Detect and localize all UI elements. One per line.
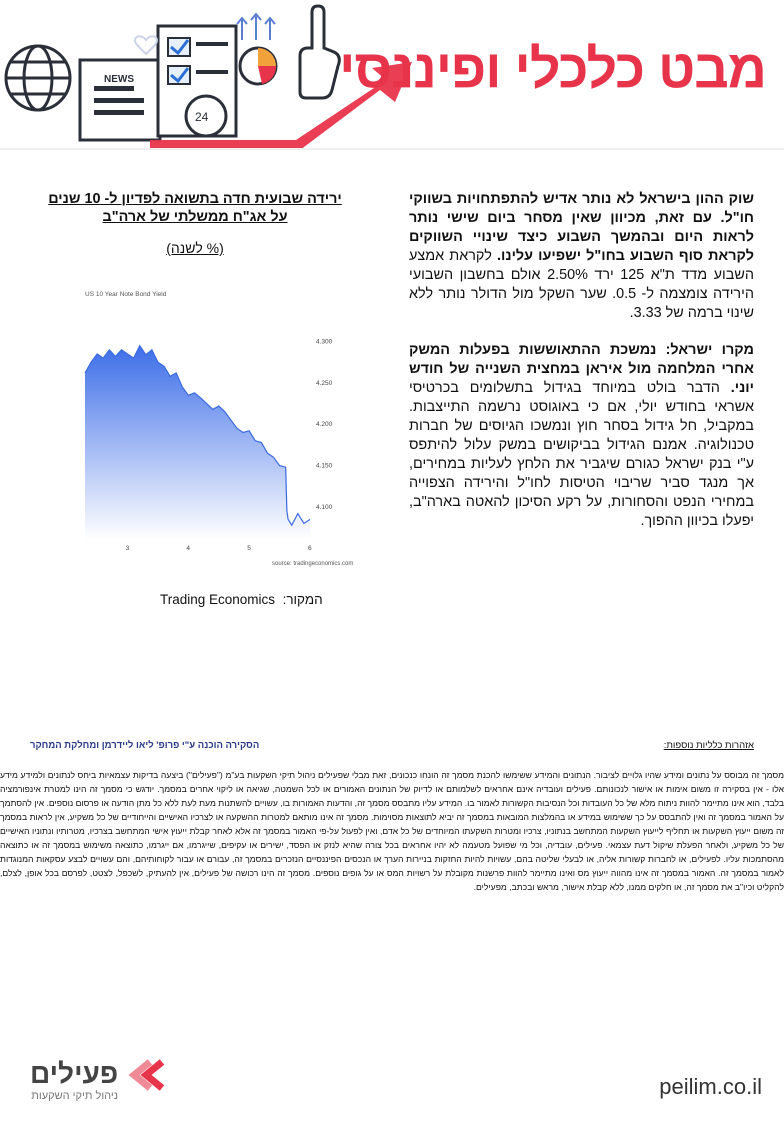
article-p2-lead: מקרו ישראל: נמשכת ההתאוששות בפעלות המשק אחרי המלחמה מול איראן במחצית השנייה של חודש יוני. xyxy=(409,342,754,396)
globe-icon xyxy=(6,46,70,110)
bond-yield-chart xyxy=(60,280,370,770)
clock-text: 24 xyxy=(195,110,209,124)
news-tag: NEWS xyxy=(104,74,134,85)
chart-source xyxy=(160,592,323,607)
source-name: Trading Economics xyxy=(160,592,276,607)
chart-heading: ירידה שבועית חדה בתשואה לפדיון ל- 10 שנים על אג"ח ממשלתי של ארה"ב xyxy=(48,191,342,225)
source-label: המקור: xyxy=(282,592,323,607)
website-url: peilim.co.il xyxy=(659,1074,762,1099)
brand-chevrons-icon xyxy=(126,1058,170,1092)
report-title: מבט כלכלי ופיננסי xyxy=(339,39,766,99)
y-tick-label: 4.150 xyxy=(316,462,333,470)
brand-block xyxy=(30,1058,118,1102)
brand-tagline: ניהול תיקי השקעות xyxy=(31,1090,119,1102)
y-tick-label: 4.200 xyxy=(316,421,333,429)
x-tick-label: 4 xyxy=(186,545,191,552)
article-paragraph-1 xyxy=(409,190,754,323)
article-column xyxy=(409,190,754,549)
growth-arrows-icon xyxy=(237,14,275,40)
heart-icon xyxy=(135,36,157,54)
x-tick-label: 3 xyxy=(125,545,130,552)
brand-name: פעילים xyxy=(30,1058,119,1089)
chart-source-note: source: tradingeconomics.com xyxy=(272,561,354,567)
article-p1-body: לקראת אמצע השבוע מדד ת"א 125 ירד 2.50% אולם בחשבון השבועי הירידה צומצמה ל- 0.5. שער השקל מול הדולר נותר ללא שינוי ברמה של 3.33. xyxy=(409,248,754,321)
yield-area xyxy=(85,346,310,540)
article-p2-body: הדבר בולט במיוחד בגידול בתשלומים בכרטיסי אשראי בחודש יולי, אם כי באוגוסט נרשמה התייצבות. במקביל, חל גידול בסחר חוץ ונמשכו הגיוסים של חברות טכנולוגיה. אמנם הגידול בביקושים במשק עלול להיתפס ע"י בנק ישראל כגורם שיגביר את הלחץ לעליות במחירים, אך מנגד סביר שריבוי הטיסות לחו"ל והירידה הצפוייה במחירי הנפט והסחורות, על רקע הסיכון להאטה בארה"ב, יפעלו בכיוון ההפוך. xyxy=(409,380,754,529)
prepared-by-row xyxy=(30,740,754,756)
y-tick-label: 4.300 xyxy=(316,338,333,346)
chart-unit: (% לשנה) xyxy=(166,240,224,256)
article-paragraph-2 xyxy=(409,341,754,531)
hand-gesture-icon xyxy=(300,6,339,98)
prepared-by: הסקירה הוכנה ע"י פרופ' ליאו ליידרמן ומחלקת המחקר xyxy=(30,740,260,751)
legal-disclaimer: מסמך זה מבוסס על נתונים ומידע שהיו גלויים לציבור. הנתונים והמידע ששימשו להכנת מסמך זה הונחו כנכונים, זאת מבלי שפעילים ניהול תיקי השקעות בע"מ ("פעילים") ביצעה בדיקות עצמאיות ביחס לנתונים ולמידע מידע אלו - אין בסקירה זו משום אימות או אישור לנכונותם. פעילים ועובדיה אינם אחראים לשלמותם או לדיוק של הנתונים האמורים או לכל השמטה, שגיאה או ליקוי אחרים במסמך. יודגש כי מסמך זה הינו למטרת אינפורמציה בלבד, הוא אינו מתיימר להוות ניתוח מלא של כל העובדות וכל הנסיבות הקשורות לאמור בו. המידע עליו מתבסס מסמך זה, והדעות האמורות בו, עשויים להשתנות מעת לעת ללא כל מתן הודעה או פרסום נוספים. אין להסתמך על האמור במסמך זה ואין להתבסס על כך ששימוש במידע או בהמלצות המובאות במסמך זה יביא לתוצאות מסוימות. מסמך זה אינו מותאם למטרות ההשקעה או לצרכיו האישיים והייחודיים של כל משקיע, אין לראות במסמך זה משום ייעוץ השקעות או תחליף לייעוץ השקעות המתחשב בנתוניו, צרכיו ומטרות השקעתו המיוחדים של כל אדם, ואין לפעול על-פי האמור במסמך זה אלא לאחר קבלת ייעוץ אישי המתחשב בצרכיו, מטרותיו ונתוניו האישיים של כל משקיע, ולאחר הפעלת שיקול דעת עצמאי. פעילים, עובדיה, וכל מי שפועל מטעמה לא יהיו אחראים בכל צורה שהיא לנזק או הפסד, ישירים או עקיפים, שייגרמו, אם ייגרמו, כתוצאה משימוש במסמך זה או כתוצאה מהסתמכות עליו. לפעילים, או לחברות קשורות אליה, או לבעלי שליטה בהם, עשויות להיות החזקות בניירות הערך או הנכסים הפיננסיים הנזכרים במסמך זה, עבורם או עבור לקוחותיהם, והם עשויים לבצע עסקאות המנוגדות לאמור במסמך זה. האמור במסמך זה אינו מהווה ייעוץ מס ואינו מתיימר להוות פרשנות מקובלת על רשויות המס או על גופים נוספים. מסמך זה הינו רכושה של פעילים, אין להעתיק, לשכפל, לצטט, לפרסם בכל אופן, לצלם, להקליט וכיו"ב את מסמך זה, או חלקים ממנו, ללא קבלת אישור, מראש ובכתב, מפעילים. xyxy=(0,770,784,892)
chart-inner-title: US 10 Year Note Bond Yield xyxy=(85,291,167,298)
pie-chart-icon xyxy=(240,48,276,84)
x-tick-label: 5 xyxy=(247,545,251,552)
y-tick-label: 4.250 xyxy=(316,379,333,387)
clock-24-icon xyxy=(186,96,226,136)
header-banner xyxy=(0,0,784,150)
newspaper-icon xyxy=(80,60,160,140)
x-tick-label: 6 xyxy=(308,545,312,552)
disclaimer-heading: אזהרות כלליות נוספות: xyxy=(663,740,754,751)
chart-block xyxy=(45,190,345,256)
banner-divider xyxy=(0,148,784,150)
y-tick-label: 4.100 xyxy=(316,503,333,511)
page-footer xyxy=(0,1042,784,1122)
article-p1-lead: שוק ההון בישראל לא נותר אדיש להתפתחויות בשווקי חו"ל. עם זאת, מכיוון שאין מסחר ביום שישי נותר לראות היום ובהמשך השבוע כיצד שינויי השווקים לקראת סוף השבוע בחו"ל ישפיעו עלינו. xyxy=(409,191,755,264)
